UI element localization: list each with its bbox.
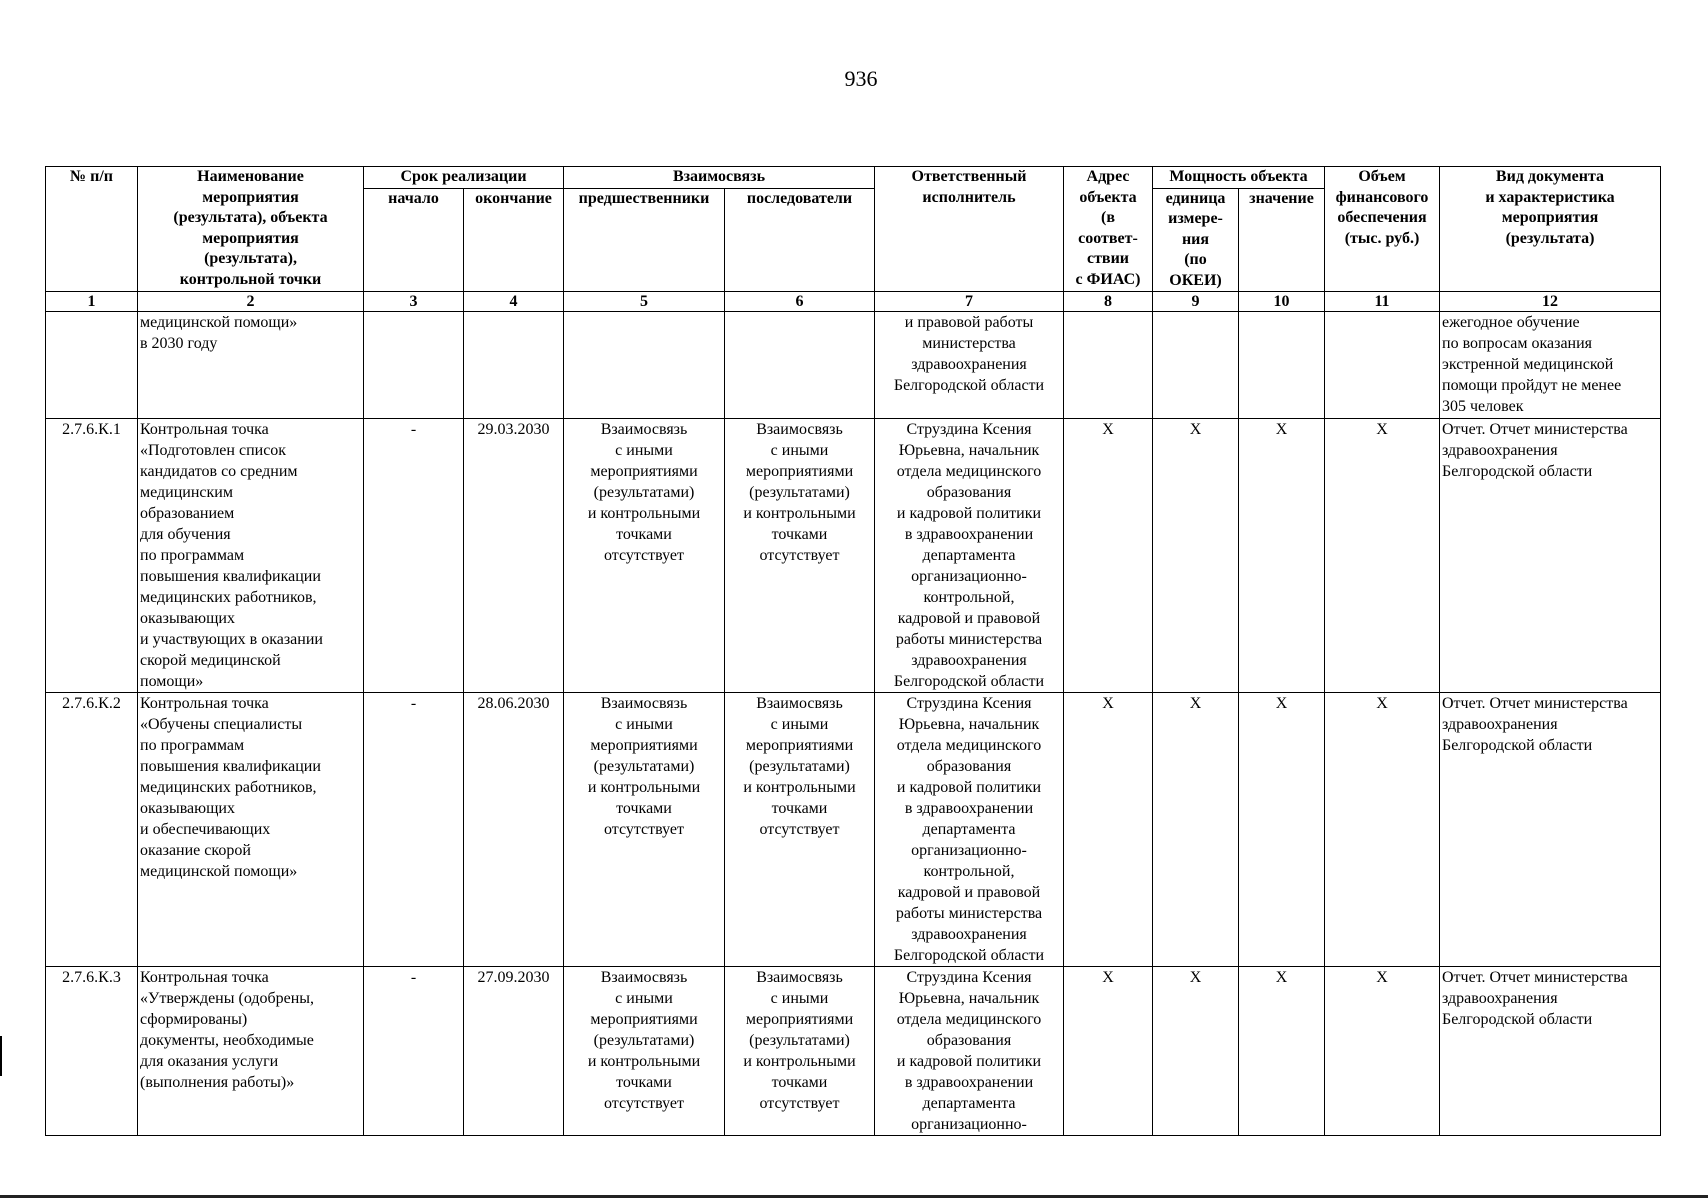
cell-number: 2.7.6.К.2 bbox=[46, 693, 138, 967]
header-name: Наименование мероприятия (результата), объекта мероприятия (результата), контрольной точки bbox=[138, 167, 364, 292]
column-number: 8 bbox=[1064, 292, 1153, 312]
cell-start bbox=[364, 312, 464, 419]
cell-funding: X bbox=[1325, 693, 1440, 967]
cell-responsible: и правовой работы министерства здравоохранения Белгородской области bbox=[875, 312, 1064, 419]
page-bottom-rule bbox=[0, 1195, 1708, 1198]
cell-address: X bbox=[1064, 419, 1153, 693]
cell-responsible: Струздина Ксения Юрьевна, начальник отдела медицинского образования и кадровой политики в здравоохранении департамента организационно- контрольной, кадровой и правовой работы министерства здравоохранения Белгородской области bbox=[875, 419, 1064, 693]
cell-end: 29.03.2030 bbox=[464, 419, 564, 693]
events-table-container bbox=[45, 166, 1660, 1140]
cell-address: X bbox=[1064, 693, 1153, 967]
cell-responsible: Струздина Ксения Юрьевна, начальник отдела медицинского образования и кадровой политики в здравоохранении департамента организационно- bbox=[875, 967, 1064, 1136]
table-row bbox=[46, 693, 1661, 967]
header-doc-type: Вид документа и характеристика мероприятия (результата) bbox=[1440, 167, 1661, 292]
header-funding: Объем финансового обеспечения (тыс. руб.) bbox=[1325, 167, 1440, 292]
column-number: 6 bbox=[725, 292, 875, 312]
cell-value: X bbox=[1239, 967, 1325, 1136]
cell-start: - bbox=[364, 967, 464, 1136]
header-link-succ: последователи bbox=[725, 188, 875, 292]
cell-start: - bbox=[364, 693, 464, 967]
cell-number: 2.7.6.К.3 bbox=[46, 967, 138, 1136]
table-row bbox=[46, 967, 1661, 1136]
cell-end bbox=[464, 312, 564, 419]
header-capacity-group: Мощность объекта bbox=[1153, 167, 1325, 189]
column-number: 1 bbox=[46, 292, 138, 312]
column-number: 9 bbox=[1153, 292, 1239, 312]
table-header bbox=[46, 167, 1661, 312]
cell-doc: Отчет. Отчет министерства здравоохранения Белгородской области bbox=[1440, 693, 1661, 967]
cell-address: X bbox=[1064, 967, 1153, 1136]
cell-value: X bbox=[1239, 419, 1325, 693]
table-body bbox=[46, 312, 1661, 1136]
cell-successors: Взаимосвязь с иными мероприятиями (результатами) и контрольными точками отсутствует bbox=[725, 967, 875, 1136]
column-number: 12 bbox=[1440, 292, 1661, 312]
cell-value bbox=[1239, 312, 1325, 419]
column-number: 4 bbox=[464, 292, 564, 312]
column-number: 3 bbox=[364, 292, 464, 312]
cell-doc: Отчет. Отчет министерства здравоохранения Белгородской области bbox=[1440, 419, 1661, 693]
scan-edge-mark bbox=[0, 1036, 2, 1076]
cell-name: Контрольная точка «Утверждены (одобрены, сформированы) документы, необходимые для оказания услуги (выполнения работы)» bbox=[138, 967, 364, 1136]
column-numbers-row bbox=[46, 292, 1661, 312]
page-number: 936 bbox=[844, 66, 878, 91]
cell-name: медицинской помощи» в 2030 году bbox=[138, 312, 364, 419]
header-link-group: Взаимосвязь bbox=[564, 167, 875, 189]
cell-funding: X bbox=[1325, 419, 1440, 693]
events-table bbox=[45, 166, 1661, 1136]
column-number: 2 bbox=[138, 292, 364, 312]
cell-predecessors: Взаимосвязь с иными мероприятиями (результатами) и контрольными точками отсутствует bbox=[564, 967, 725, 1136]
cell-unit: X bbox=[1153, 693, 1239, 967]
cell-address bbox=[1064, 312, 1153, 419]
header-term-group: Срок реализации bbox=[364, 167, 564, 189]
cell-unit: X bbox=[1153, 967, 1239, 1136]
cell-number bbox=[46, 312, 138, 419]
cell-doc: Отчет. Отчет министерства здравоохранения Белгородской области bbox=[1440, 967, 1661, 1136]
cell-successors bbox=[725, 312, 875, 419]
cell-funding: X bbox=[1325, 967, 1440, 1136]
column-number: 5 bbox=[564, 292, 725, 312]
cell-value: X bbox=[1239, 693, 1325, 967]
header-responsible: Ответственный исполнитель bbox=[875, 167, 1064, 292]
column-number: 7 bbox=[875, 292, 1064, 312]
header-address: Адрес объекта (в соответ- ствии с ФИАС) bbox=[1064, 167, 1153, 292]
header-term-end: окончание bbox=[464, 188, 564, 292]
cell-name: Контрольная точка «Подготовлен список кандидатов со средним медицинским образованием для обучения по программам повышения квалификации медицинских работников, оказывающих и участвующих в оказании скорой медицинской помощи» bbox=[138, 419, 364, 693]
header-number: № п/п bbox=[46, 167, 138, 292]
cell-doc: ежегодное обучение по вопросам оказания экстренной медицинской помощи пройдут не менее 305 человек bbox=[1440, 312, 1661, 419]
cell-unit: X bbox=[1153, 419, 1239, 693]
cell-successors: Взаимосвязь с иными мероприятиями (результатами) и контрольными точками отсутствует bbox=[725, 419, 875, 693]
cell-start: - bbox=[364, 419, 464, 693]
cell-predecessors bbox=[564, 312, 725, 419]
column-number: 10 bbox=[1239, 292, 1325, 312]
header-link-pred: предшественники bbox=[564, 188, 725, 292]
cell-name: Контрольная точка «Обучены специалисты по программам повышения квалификации медицинских работников, оказывающих и обеспечивающих оказание скорой медицинской помощи» bbox=[138, 693, 364, 967]
cell-unit bbox=[1153, 312, 1239, 419]
cell-successors: Взаимосвязь с иными мероприятиями (результатами) и контрольными точками отсутствует bbox=[725, 693, 875, 967]
column-number: 11 bbox=[1325, 292, 1440, 312]
cell-predecessors: Взаимосвязь с иными мероприятиями (результатами) и контрольными точками отсутствует bbox=[564, 419, 725, 693]
table-row bbox=[46, 419, 1661, 693]
table-row bbox=[46, 312, 1661, 419]
header-capacity-unit: единица измере- ния (по ОКЕИ) bbox=[1153, 188, 1239, 292]
cell-number: 2.7.6.К.1 bbox=[46, 419, 138, 693]
cell-responsible: Струздина Ксения Юрьевна, начальник отдела медицинского образования и кадровой политики в здравоохранении департамента организационно- контрольной, кадровой и правовой работы министерства здравоохранения Белгородской области bbox=[875, 693, 1064, 967]
header-capacity-value: значение bbox=[1239, 188, 1325, 292]
cell-predecessors: Взаимосвязь с иными мероприятиями (результатами) и контрольными точками отсутствует bbox=[564, 693, 725, 967]
cell-funding bbox=[1325, 312, 1440, 419]
cell-end: 28.06.2030 bbox=[464, 693, 564, 967]
header-term-start: начало bbox=[364, 188, 464, 292]
cell-end: 27.09.2030 bbox=[464, 967, 564, 1136]
